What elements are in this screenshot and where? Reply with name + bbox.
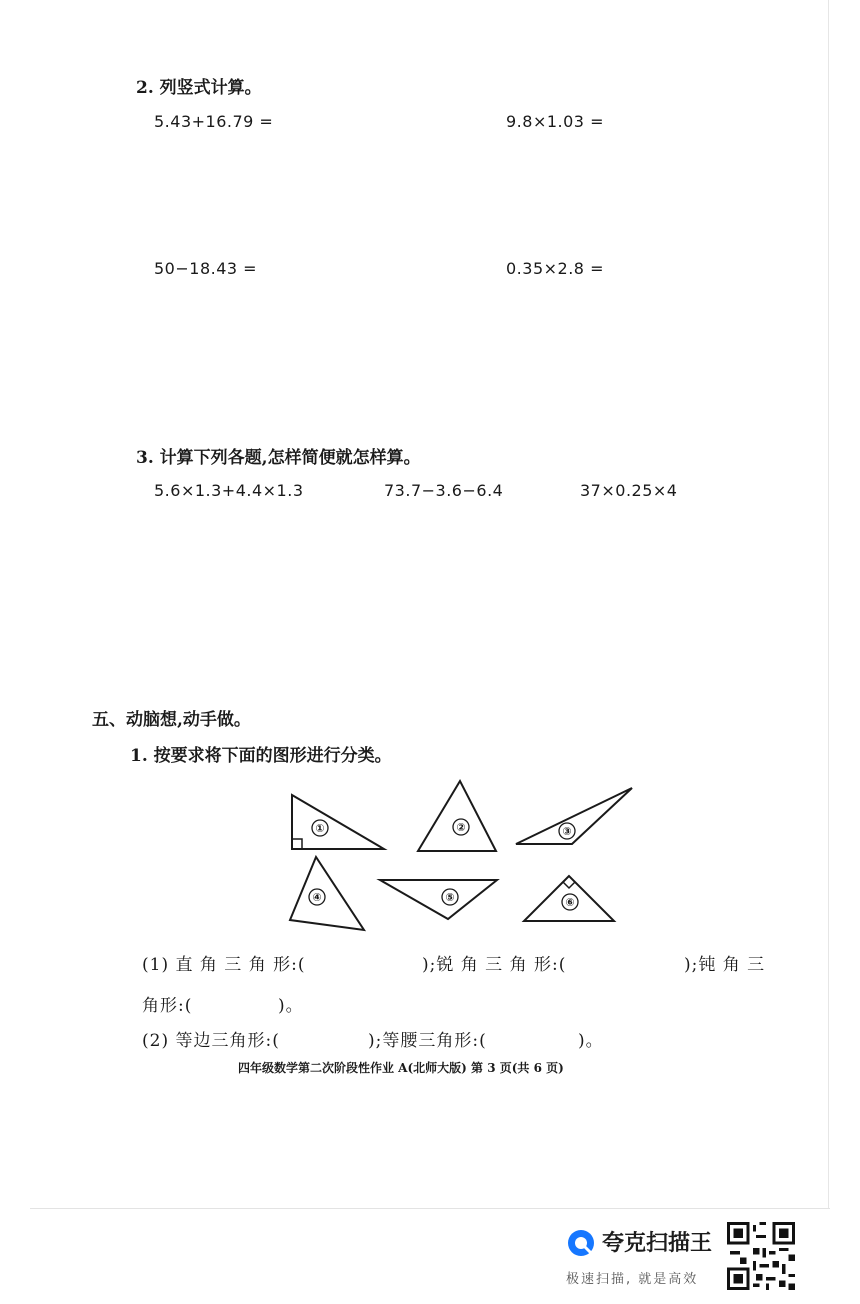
q2-problem-1: 5.43+16.79 = [154, 112, 274, 131]
quark-logo-icon [566, 1228, 596, 1258]
q1-line3-close: )。 [578, 1031, 604, 1051]
shape-label-6: ⑥ [565, 896, 575, 909]
shape-label-2: ② [456, 821, 466, 834]
q3-problem-2: 73.7−3.6−6.4 [384, 481, 504, 500]
qr-code [727, 1222, 795, 1290]
footer-divider [30, 1208, 830, 1209]
page-footer: 四年级数学第二次阶段性作业 A(北师大版) 第 3 页(共 6 页) [238, 1061, 564, 1075]
q1-line1-obtuse-triangle: );钝 角 三 [684, 955, 766, 975]
shape-label-4: ④ [312, 891, 322, 904]
q1-line1-right-triangle: (1) 直 角 三 角 形:( [142, 955, 306, 975]
triangle-2 [418, 781, 496, 851]
q1-line3-equilateral: (2) 等边三角形:( [142, 1031, 280, 1051]
q2-problem-3: 50−18.43 = [154, 259, 258, 278]
triangle-4 [290, 857, 364, 930]
q3-problem-1: 5.6×1.3+4.4×1.3 [154, 481, 304, 500]
q2-heading: 2. 列竖式计算。 [136, 78, 262, 98]
shape-label-5: ⑤ [445, 891, 455, 904]
q3-problem-3: 37×0.25×4 [580, 481, 678, 500]
s5-q1-heading: 1. 按要求将下面的图形进行分类。 [130, 746, 392, 766]
q2-problem-2: 9.8×1.03 = [506, 112, 604, 131]
q1-line1-acute-triangle: );锐 角 三 角 形:( [422, 955, 567, 975]
q2-problem-4: 0.35×2.8 = [506, 259, 604, 278]
right-angle-mark [292, 839, 302, 849]
scanner-watermark [566, 1226, 726, 1286]
q1-line2-obtuse-blank: 角形:( [142, 996, 193, 1016]
triangle-5 [380, 880, 497, 919]
shape-label-3: ③ [562, 825, 572, 838]
q3-heading: 3. 计算下列各题,怎样简便就怎样算。 [136, 448, 421, 468]
q1-line3-isosceles: );等腰三角形:( [368, 1031, 487, 1051]
triangles-figure [280, 775, 640, 935]
page-edge [828, 0, 829, 1208]
brand-tagline: 极速扫描, 就是高效 [566, 1272, 699, 1287]
shape-label-1: ① [315, 822, 325, 835]
right-angle-mark-6 [563, 882, 575, 888]
triangle-1 [292, 795, 384, 849]
q1-line2-close: )。 [278, 996, 304, 1016]
section-5-title: 五、动脑想,动手做。 [92, 710, 251, 730]
brand-name: 夸克扫描王 [602, 1231, 713, 1256]
